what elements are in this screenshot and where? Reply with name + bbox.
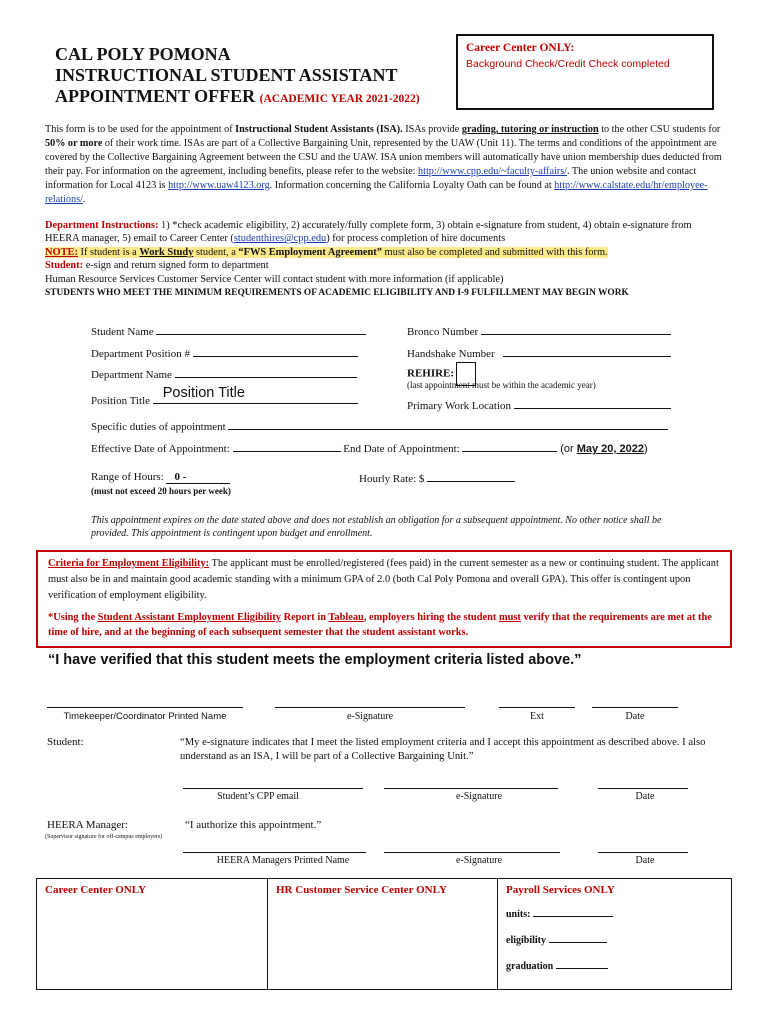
heera-label: HEERA Manager:	[47, 819, 128, 831]
esig-label-2: e-Signature	[455, 791, 503, 802]
units-field[interactable]: units:	[506, 906, 723, 920]
max-hours-note: (must not exceed 20 hours per week)	[91, 486, 231, 496]
academic-year: (ACADEMIC YEAR 2021-2022)	[259, 93, 420, 105]
student-email-line[interactable]	[183, 788, 363, 789]
department-name-field[interactable]: Department Name	[91, 367, 357, 381]
expiry-disclaimer: This appointment expires on the date stated above and does not establish an obligation for a subsequent appointment. No other notice shall be provided. This appointment is contingent upon budget and enrollment.	[91, 515, 662, 539]
heera-statement: “I authorize this appointment.”	[185, 819, 322, 831]
effective-date-field[interactable]: Effective Date of Appointment:	[91, 443, 341, 455]
timekeeper-date-line[interactable]	[592, 707, 678, 708]
heera-sub: (Supervisor signature for off-campus employers)	[45, 834, 163, 840]
timekeeper-label: Timekeeper/Coordinator Printed Name	[63, 711, 227, 722]
payroll-only-box	[498, 878, 732, 990]
hourly-rate-field[interactable]: Hourly Rate: $	[359, 471, 515, 485]
student-date-line[interactable]	[598, 788, 688, 789]
intro-paragraph: This form is to be used for the appointment of Instructional Student Assistants (ISA). ISAs provide grading, tutoring or instruction to the other CSU students for 50% or more of their work time. ISAs are part of a Collective Bargaining Unit, represented by the UAW (Unit 11). The terms and conditions of the appointment are covered by the Collective Bargaining Agreement between the CSU and the UAW. ISA union members will automatically have union membership dues deducted from their pay. For information on the agreement, including benefits, please refer to the website: http://www.cpp.edu/~faculty-affairs/. The union website and contact information for Local 4123 is http://www.uaw4123.org. Information concerning the California Loyalty Oath can be found at http://www.calstate.edu/hr/employee-relations/.	[45, 124, 722, 205]
faculty-affairs-link[interactable]: http://www.cpp.edu/~faculty-affairs/	[418, 166, 567, 177]
handshake-number-field[interactable]: Handshake Number	[407, 346, 671, 360]
eligibility-criteria-box: Criteria for Employment Eligibility: The applicant must be enrolled/registered (fees paid) in the current semester as a new or continuing student. The applicant must also be in and maintain good academic standing with a minimum GPA of 2.0 (both Cal Poly Pomona and overall GPA). This offer is contingent upon verification of employment eligibility. *Using the Student Assistant Employment Eligibility Report in Tableau, employers hiring the student must verify that the requirements are met at the time of hire, and at the beginning of each subsequent semester that the student assistant works.	[36, 550, 732, 648]
range-of-hours-field[interactable]: Range of Hours: 0 -	[91, 471, 230, 484]
rehire-checkbox[interactable]: REHIRE:	[407, 362, 476, 386]
instructions-label: Department Instructions:	[45, 220, 159, 231]
graduation-field[interactable]: graduation	[506, 958, 723, 972]
eligibility-field[interactable]: eligibility	[506, 932, 723, 946]
timekeeper-esig-line[interactable]	[275, 707, 465, 708]
ext-line[interactable]	[499, 707, 575, 708]
date-label-1: Date	[625, 711, 645, 722]
career-center-box	[456, 34, 714, 110]
student-statement: “My e-signature indicates that I meet the listed employment criteria and I accept this appointment as described above. I also understand as an ISA, I will be part of a Collective Bargaining Unit.”	[180, 737, 706, 762]
career-box-subtext: Background Check/Credit Check completed	[466, 58, 670, 70]
payroll-only-label: Payroll Services ONLY	[506, 884, 615, 896]
department-position-field[interactable]: Department Position #	[91, 346, 358, 360]
page-title	[55, 44, 420, 110]
tableau-instruction: *Using the Student Assistant Employment Eligibility Report in Tableau, employers hiring the student must verify that the requirements are met at the time of hire, and at the beginning of each subsequent semester that the student assistant works.	[48, 612, 712, 638]
heera-esig-line[interactable]	[384, 852, 560, 853]
bronco-number-field[interactable]: Bronco Number	[407, 324, 671, 338]
esig-label-3: e-Signature	[455, 855, 503, 866]
employee-relations-link[interactable]: http://www.calstate.edu/hr/employee-relations/	[45, 180, 708, 205]
title-line-2: INSTRUCTIONAL STUDENT ASSISTANT	[55, 65, 398, 85]
student-label: Student:	[47, 736, 84, 748]
date-label-2: Date	[635, 791, 655, 802]
heera-printed-name-label: HEERA Managers Printed Name	[216, 855, 350, 866]
student-esig-line[interactable]	[384, 788, 558, 789]
career-center-only-box	[36, 878, 268, 990]
or-date: May 20, 2022	[576, 443, 644, 455]
specific-duties-field[interactable]: Specific duties of appointment	[91, 419, 668, 433]
heera-date-line[interactable]	[598, 852, 688, 853]
position-title-field[interactable]: Position Title Position Title	[91, 391, 358, 407]
ext-label: Ext	[530, 711, 544, 722]
appointment-dates: Effective Date of Appointment: End Date of Appointment: (or May 20, 2022)	[91, 443, 648, 455]
heera-name-line[interactable]	[183, 852, 366, 853]
timekeeper-name-line[interactable]	[47, 707, 243, 708]
primary-work-location-field[interactable]: Primary Work Location	[407, 398, 671, 412]
rehire-note: (last appointment must be within the academic year)	[407, 380, 596, 390]
department-instructions: Department Instructions: 1) *check academic eligibility, 2) accurately/fully complete form, 3) obtain e-signature from student, 4) obtain e-signature from HEERA manager, 5) email to Career Center (studenthires@cpp.edu) for process completion of hire documents NOTE: If student is a Work Study student, a “FWS Employment Agreement” must also be completed and submitted with this form. Student: e-sign and return signed form to department Human Resource Services Customer Service Center will contact student with more information (if applicable) STUDENTS WHO MEET THE MINIMUM REQUIREMENTS OF ACADEMIC ELIGIBILITY AND I-9 FULFILLMENT MAY BEGIN WORK	[45, 220, 692, 299]
verification-statement: “I have verified that this student meets the employment criteria listed above.”	[48, 652, 582, 668]
hr-only-box	[268, 878, 498, 990]
work-study-note: NOTE: If student is a Work Study student, a “FWS Employment Agreement” must also be completed and submitted with this form.	[45, 246, 608, 258]
title-line-1: CAL POLY POMONA	[55, 44, 231, 64]
career-center-only-label: Career Center ONLY	[45, 884, 147, 896]
esig-label-1: e-Signature	[346, 711, 394, 722]
criteria-label: Criteria for Employment Eligibility:	[48, 558, 210, 569]
studenthires-email-link[interactable]: studenthires@cpp.edu	[233, 233, 327, 245]
uaw-link[interactable]: http://www.uaw4123.org	[168, 180, 270, 191]
end-date-field[interactable]: End Date of Appointment:	[343, 443, 557, 455]
position-title-value[interactable]: Position Title	[162, 385, 245, 401]
hr-only-label: HR Customer Service Center ONLY	[276, 884, 447, 896]
student-email-label: Student’s CPP email	[217, 791, 299, 802]
student-name-field[interactable]: Student Name	[91, 324, 366, 338]
date-label-3: Date	[635, 855, 655, 866]
begin-work-caps: STUDENTS WHO MEET THE MINIMUM REQUIREMENTS OF ACADEMIC ELIGIBILITY AND I-9 FULFILLMENT MAY BEGIN WORK	[45, 288, 629, 299]
title-line-3: APPOINTMENT OFFER (ACADEMIC YEAR 2021-2022)	[55, 86, 420, 106]
career-box-heading: Career Center ONLY:	[466, 42, 575, 54]
